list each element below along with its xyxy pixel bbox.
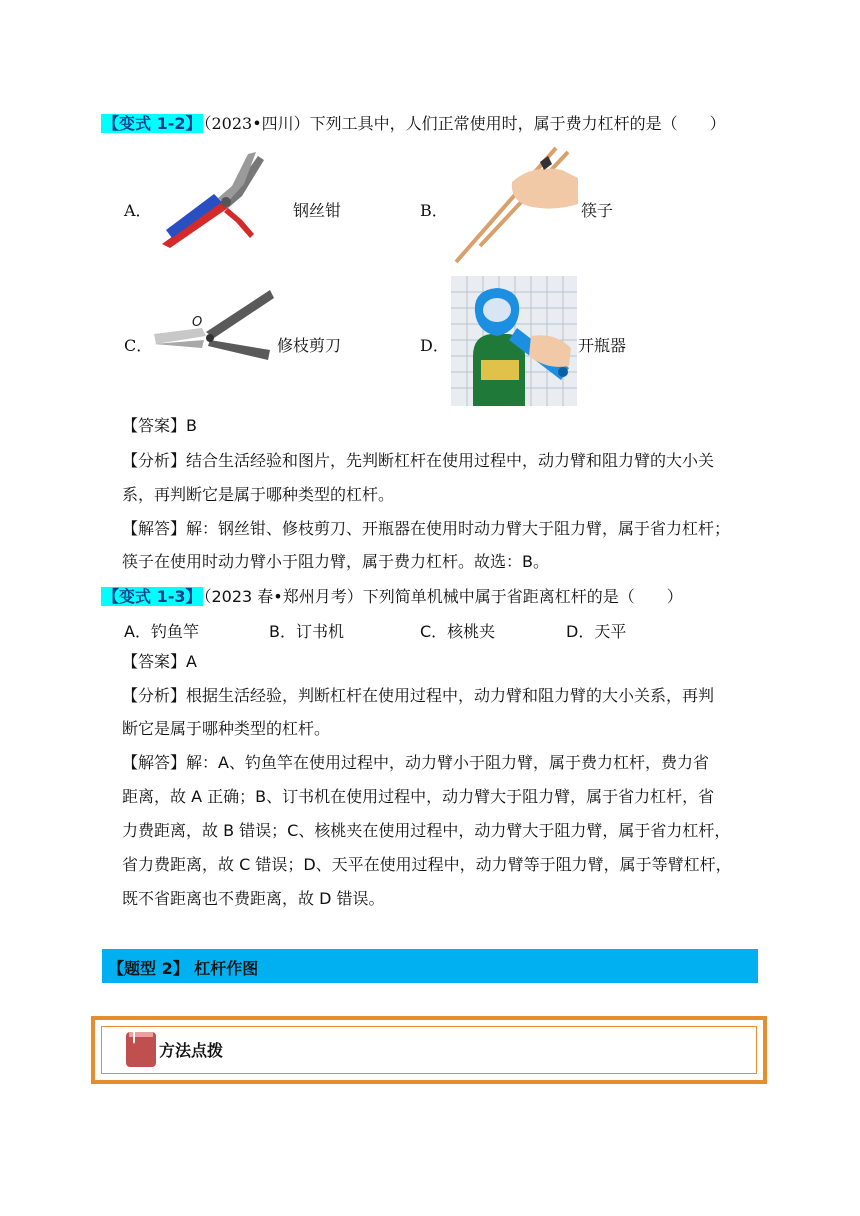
variant-tag: 【变式 1-2】 bbox=[103, 114, 202, 133]
pliers-image bbox=[158, 150, 270, 250]
q12-solution-line-2: 筷子在使用时动力臂小于阻力臂，属于费力杠杆。故选：B。 bbox=[122, 552, 549, 571]
q12-answer: 【答案】B bbox=[122, 416, 197, 435]
option-d-name: 开瓶器 bbox=[578, 336, 627, 355]
question-stem: （2023 春•郑州月考）下列简单机械中属于省距离杠杆的是（ ） bbox=[203, 587, 683, 606]
pruning-shears-image bbox=[152, 288, 276, 362]
pivot-label: O bbox=[192, 315, 203, 330]
q13-solution-line-2: 距离，故 A 正确；B、订书机在使用过程中，动力臂大于阻力臂，属于省力杠杆，省 bbox=[122, 787, 715, 806]
q13-solution-line-5: 既不省距离也不费距离，故 D 错误。 bbox=[122, 889, 385, 908]
q13-analysis-line-2: 断它是属于哪种类型的杠杆。 bbox=[122, 719, 331, 738]
q12-solution-line-1: 【解答】解：钢丝钳、修枝剪刀、开瓶器在使用时动力臂大于阻力臂，属于省力杠杆； bbox=[122, 519, 731, 538]
method-title: 方法点拨 bbox=[159, 1041, 224, 1060]
q13-option-c: C．核桃夹 bbox=[420, 622, 496, 641]
book-icon bbox=[125, 1030, 157, 1068]
q13-option-d: D．天平 bbox=[566, 622, 627, 641]
option-b-letter: B． bbox=[420, 201, 448, 220]
option-d-letter: D． bbox=[420, 336, 449, 355]
q12-analysis-line-2: 系，再判断它是属于哪种类型的杠杆。 bbox=[122, 485, 395, 504]
option-a-name: 钢丝钳 bbox=[293, 201, 342, 220]
q13-option-a: A．钓鱼竿 bbox=[124, 622, 199, 641]
q13-analysis-line-1: 【分析】根据生活经验，判断杠杆在使用过程中，动力臂和阻力臂的大小关系，再判 bbox=[122, 686, 715, 705]
section-title: 【题型 2】 杠杆作图 bbox=[108, 959, 259, 978]
option-c-name: 修枝剪刀 bbox=[277, 336, 342, 355]
q13-option-b: B．订书机 bbox=[269, 622, 344, 641]
option-c-letter: C． bbox=[124, 336, 153, 355]
q13-solution-line-1: 【解答】解：A、钓鱼竿在使用过程中，动力臂小于阻力臂，属于费力杠杆，费力省 bbox=[122, 753, 709, 772]
chopsticks-image bbox=[452, 142, 580, 264]
question-stem: （2023•四川）下列工具中，人们正常使用时，属于费力杠杆的是（ ） bbox=[203, 114, 726, 133]
section-banner bbox=[102, 949, 758, 983]
option-b-name: 筷子 bbox=[581, 201, 614, 220]
option-a-letter: A． bbox=[124, 201, 152, 220]
q12-analysis-line-1: 【分析】结合生活经验和图片，先判断杠杆在使用过程中，动力臂和阻力臂的大小关 bbox=[122, 451, 715, 470]
question-1-2-stem bbox=[101, 111, 726, 134]
question-1-3-stem bbox=[101, 584, 683, 607]
bottle-opener-image bbox=[451, 276, 577, 406]
q13-solution-line-4: 省力费距离，故 C 错误；D、天平在使用过程中，动力臂等于阻力臂，属于等臂杠杆， bbox=[122, 855, 732, 874]
variant-tag: 【变式 1-3】 bbox=[103, 587, 202, 606]
q13-solution-line-3: 力费距离，故 B 错误；C、核桃夹在使用过程中，动力臂大于阻力臂，属于省力杠杆， bbox=[122, 821, 731, 840]
q13-answer: 【答案】A bbox=[122, 652, 197, 671]
